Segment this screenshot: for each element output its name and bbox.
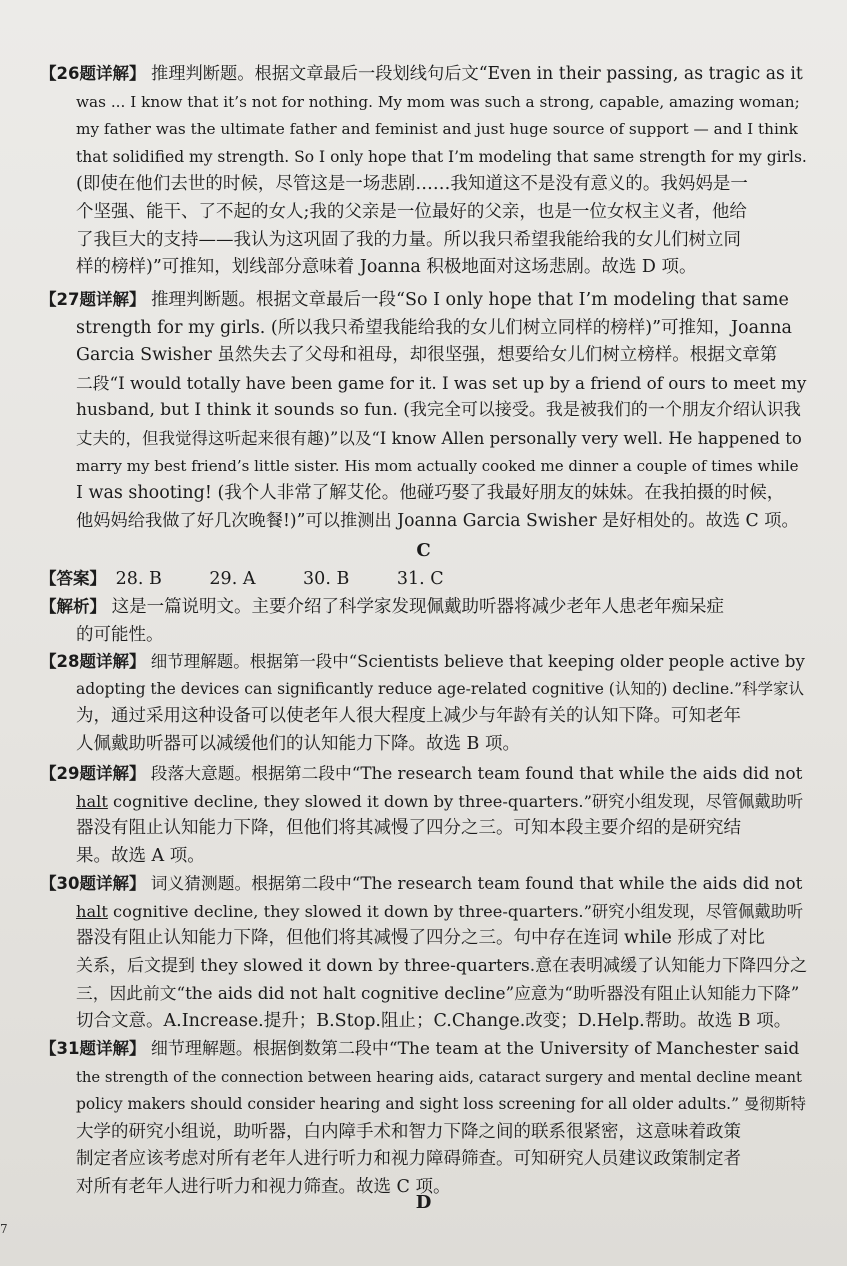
text-line [40, 425, 808, 453]
line-text: 了我巨大的支持——我认为这巩固了我的力量。所以我只希望我能给我的女儿们树立同 [76, 229, 741, 250]
page-number: 7 [0, 1222, 8, 1236]
question-30-explanation [40, 870, 808, 1036]
line-text: 样的榜样)”可推知，划线部分意味着 Joanna 积极地面对这场悲剧。故选 D 项。 [76, 257, 697, 278]
text-line [40, 453, 808, 481]
text-line [40, 199, 808, 227]
text-line [40, 116, 808, 144]
line-text: 段落大意题。根据第二段中“The research team found that while the aids did not [145, 763, 803, 783]
question-28-explanation [40, 648, 808, 758]
text-line [40, 622, 808, 650]
text-line [40, 788, 808, 816]
text-line [40, 89, 808, 117]
text-line [40, 286, 808, 315]
line-text: 器没有阻止认知能力下降，但他们将其减慢了四分之三。可知本段主要介绍的是研究结 [76, 818, 741, 839]
text-line [40, 648, 808, 676]
question-31-explanation [40, 1035, 808, 1202]
line-text: that solidified my strength. So I only hope that I’m modeling that same strength for my girls. [76, 147, 807, 166]
text-line [40, 370, 808, 398]
line-text: 他妈妈给我做了好几次晚餐!)”可以推测出 Joanna Garcia Swisher 是好相处的。故选 C 项。 [76, 510, 799, 531]
text-line [40, 171, 808, 199]
line-text: 器没有阻止认知能力下降，但他们将其减慢了四分之三。句中存在连词 while 形成了对比 [76, 928, 765, 949]
line-text: husband, but I think it sounds so fun. (我完全可以接受。我是被我们的一个朋友介绍认识我 [76, 400, 801, 421]
line-text: strength for my girls. (所以我只希望我能给我的女儿们树立同样的榜样)”可推知，Joanna [76, 317, 792, 338]
line-text: was ... I know that it’s not for nothing. My mom was such a strong, capable, amazing woman; [76, 92, 800, 111]
text-line [40, 1035, 808, 1064]
text-line [40, 480, 808, 508]
text-line [40, 315, 808, 343]
section-c-heading: C [416, 540, 431, 561]
text-line [40, 898, 808, 926]
question-label: 【28题详解】 [40, 652, 146, 671]
section-d-heading: D [415, 1192, 432, 1213]
text-line [40, 815, 808, 843]
line-text: 关系，后文提到 they slowed it down by three-quarters.意在表明减缓了认知能力下降四分之 [76, 955, 808, 976]
line-text: 制定者应该考虑对所有老年人进行听力和视力障碍筛查。可知研究人员建议政策制定者 [76, 1149, 741, 1170]
question-label: 【30题详解】 [40, 874, 146, 893]
line-text: halt cognitive decline, they slowed it down by three-quarters.”研究小组发现，尽管佩戴助听 [76, 901, 804, 921]
line-text: 二段“I would totally have been game for it. I was set up by a friend of ours to meet my [76, 372, 807, 393]
answer-item: 29. A [209, 569, 256, 589]
line-text: 对所有老年人进行听力和视力筛查。故选 C 项。 [76, 1176, 451, 1197]
text-line [40, 397, 808, 425]
text-line [40, 508, 808, 536]
line-text: 三，因此前文“the aids did not halt cognitive decline”应意为“助听器没有阻止认知能力下降” [76, 983, 800, 1004]
text-line [40, 227, 808, 255]
text-line [40, 980, 808, 1008]
line-text: 这是一篇说明文。主要介绍了科学家发现佩戴助听器将减少老年人患老年痴呆症 [106, 597, 725, 617]
answer-item: 28. B [115, 569, 162, 589]
question-label: 【27题详解】 [40, 290, 146, 309]
line-text: 为，通过采用这种设备可以使老年人很大程度上减少与年龄有关的认知下降。可知老年 [76, 706, 741, 727]
text-line [40, 342, 808, 370]
text-line [40, 676, 808, 704]
question-27-explanation [40, 286, 808, 535]
question-label: 【31题详解】 [40, 1039, 146, 1058]
question-26-explanation [40, 60, 808, 282]
question-label: 【26题详解】 [40, 64, 146, 83]
text-line [40, 731, 808, 759]
line-text: (即使在他们去世的时候，尽管这是一场悲剧……我知道这不是没有意义的。我妈妈是一 [76, 174, 748, 195]
question-label: 【29题详解】 [40, 764, 146, 783]
line-text: marry my best friend’s little sister. His mom actually cooked me dinner a couple of times while [76, 456, 799, 475]
text-line [40, 703, 808, 731]
line-text: 果。故选 A 项。 [76, 845, 205, 866]
line-text: 细节理解题。根据第一段中“Scientists believe that keeping older people active by [145, 652, 805, 671]
text-line [40, 925, 808, 953]
text-line [40, 60, 808, 89]
line-text: 丈夫的，但我觉得这听起来很有趣)”以及“I know Allen personally very well. He happened to [76, 428, 802, 448]
answer-label: 【答案】 [40, 569, 106, 588]
line-text: adopting the devices can significantly reduce age-related cognitive (认知的) decline.”科学家认 [76, 679, 805, 698]
line-text: the strength of the connection between hearing aids, cataract surgery and mental decline meant [76, 1068, 802, 1086]
question-29-explanation [40, 760, 808, 870]
text-line [40, 254, 808, 282]
text-line [40, 1064, 808, 1092]
answer-item: 30. B [303, 569, 350, 589]
line-text: my father was the ultimate father and feminist and just huge source of support — and I think [76, 120, 798, 139]
text-line [40, 593, 808, 622]
text-line [40, 760, 808, 788]
line-text: 推理判断题。根据文章最后一段划线句后文“Even in their passing, as tragic as it [145, 64, 803, 84]
text-line [40, 1008, 808, 1036]
text-line [40, 1119, 808, 1147]
line-text: 推理判断题。根据文章最后一段“So I only hope that I’m modeling that same [145, 290, 789, 310]
text-line [40, 843, 808, 871]
line-text: Garcia Swisher 虽然失去了父母和祖母，却很坚强，想要给女儿们树立榜样。根据文章第 [76, 345, 778, 366]
text-line [40, 144, 808, 172]
question-label: 【解析】 [40, 597, 106, 616]
text-line [40, 870, 808, 898]
text-line [40, 1146, 808, 1174]
line-text: policy makers should consider hearing and sight loss screening for all older adults.” 曼彻斯特 [76, 1095, 806, 1114]
line-text: 切合文意。A.Increase.提升；B.Stop.阻止；C.Change.改变；D.Help.帮助。故选 B 项。 [76, 1010, 792, 1031]
line-text: 词义猜测题。根据第二段中“The research team found that while the aids did not [145, 873, 803, 893]
answer-key [40, 565, 808, 594]
line-text: 人佩戴助听器可以减缓他们的认知能力下降。故选 B 项。 [76, 733, 520, 754]
line-text: 的可能性。 [76, 624, 164, 645]
line-text: halt cognitive decline, they slowed it down by three-quarters.”研究小组发现，尽管佩戴助听 [76, 791, 804, 811]
line-text: 个坚强、能干、了不起的女人;我的父亲是一位最好的父亲，也是一位女权主义者，他给 [76, 201, 747, 222]
line-text: I was shooting! (我个人非常了解艾伦。他碰巧娶了我最好朋友的妹妹。在我拍摄的时候， [76, 483, 785, 504]
text-line [40, 1091, 808, 1119]
line-text: 细节理解题。根据倒数第二段中“The team at the University of Manchester said [145, 1039, 800, 1059]
text-line [40, 953, 808, 981]
line-text: 大学的研究小组说，助听器，白内障手术和智力下降之间的联系很紧密，这意味着政策 [76, 1121, 741, 1142]
answer-item: 31. C [396, 569, 444, 589]
passage-analysis [40, 593, 808, 649]
